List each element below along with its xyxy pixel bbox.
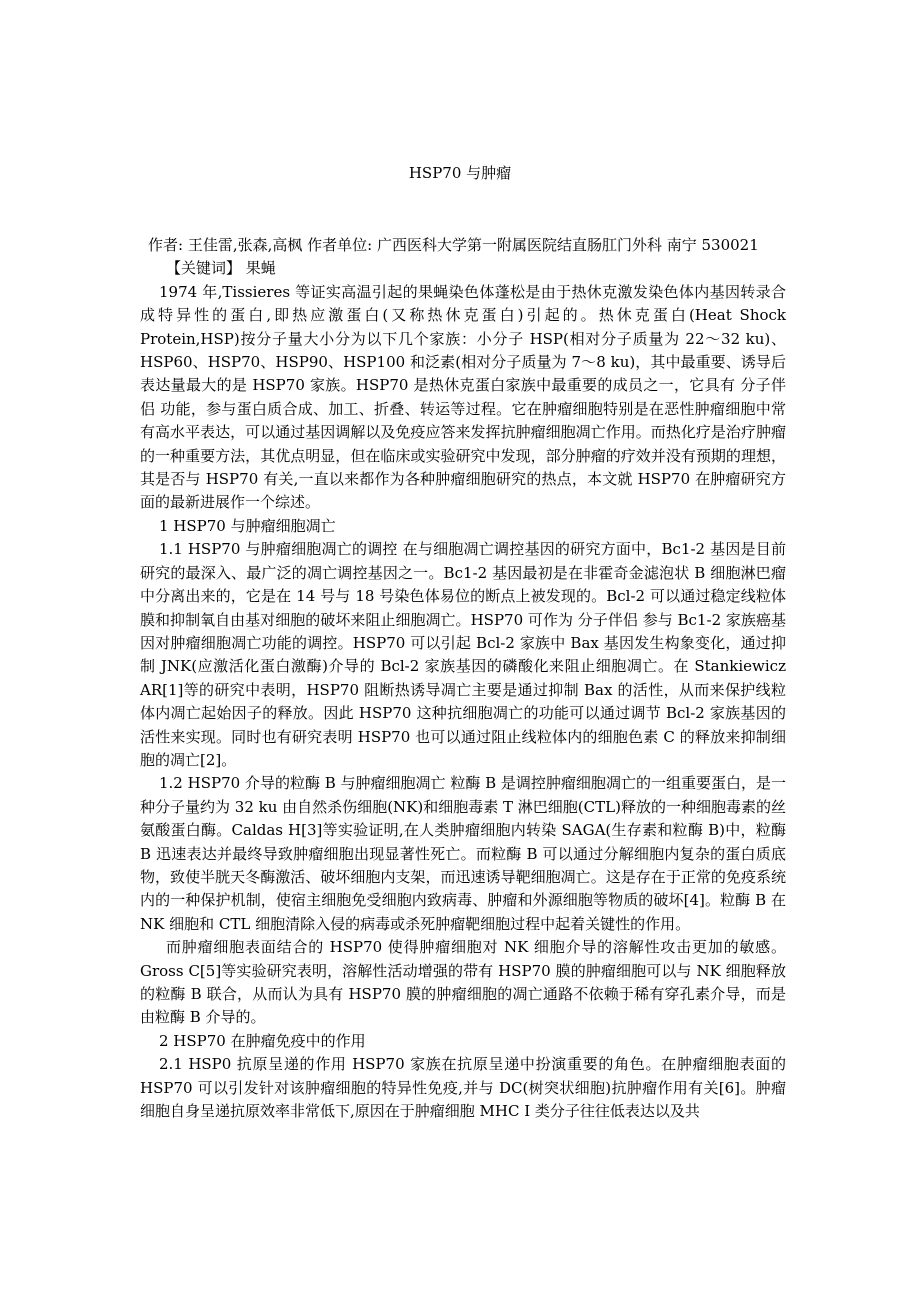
intro-paragraph: 1974 年,Tissieres 等证实高温引起的果蝇染色体蓬松是由于热休克激发染色体内基因转录合成特异性的蛋白,即热应激蛋白(又称热休克蛋白)引起的。热休克蛋白(Heat Shock Protein,HSP)按分子量大小分为以下几个家族：小分子 HSP(相对分子质量为 22～32 ku)、HSP60、HSP70、HSP90、HSP100 和泛素(相对分子质量为 7～8 ku)，其中最重要、诱导后表达量最大的是 HSP70 家族。HSP70 是热休克蛋白家族中最重要的成员之一，它具有 分子伴侣 功能，参与蛋白质合成、加工、折叠、转运等过程。它在肿瘤细胞特别是在恶性肿瘤细胞中常有高水平表达，可以通过基因调解以及免疫应答来发挥抗肿瘤细胞凋亡作用。而热化疗是治疗肿瘤的一种重要方法，其优点明显，但在临床或实验研究中发现，部分肿瘤的疗效并没有预期的理想，其是否与 HSP70 有关,一直以来都作为各种肿瘤细胞研究的热点，本文就 HSP70 在肿瘤研究方面的最新进展作一个综述。 xyxy=(140,282,786,512)
document-body xyxy=(140,234,786,1123)
paragraph-1-2: 1.2 HSP70 介导的粒酶 B 与肿瘤细胞凋亡 粒酶 B 是调控肿瘤细胞凋亡的一组重要蛋白，是一种分子量约为 32 ku 由自然杀伤细胞(NK)和细胞毒素 T 淋巴细胞(CTL)释放的一种细胞毒素的丝氨酸蛋白酶。Caldas H[3]等实验证明,在人类肿瘤细胞内转染 SAGA(生存素和粒酶 B)中，粒酶 B 迅速表达并最终导致肿瘤细胞出现显著性死亡。而粒酶 B 可以通过分解细胞内复杂的蛋白质底物，致使半胱天冬酶激活、破坏细胞内支架，而迅速诱导靶细胞凋亡。这是存在于正常的免疫系统内的一种保护机制，使宿主细胞免受细胞内致病毒、肿瘤和外源细胞等物质的破坏[4]。粒酶 B 在 NK 细胞和 CTL 细胞清除入侵的病毒或杀死肿瘤靶细胞过程中起着关键性的作用。 xyxy=(140,774,786,933)
section-heading-1: 1 HSP70 与肿瘤细胞凋亡 xyxy=(159,516,336,535)
paragraph-2-1: 2.1 HSP0 抗原呈递的作用 HSP70 家族在抗原呈递中扮演重要的角色。在肿瘤细胞表面的 HSP70 可以引发针对该肿瘤细胞的特异性免疫,并与 DC(树突状细胞)抗肿瘤作用有关[6]。肿瘤细胞自身呈递抗原效率非常低下,原因在于肿瘤细胞 MHC I 类分子往往低表达以及共 xyxy=(140,1055,786,1121)
paragraph-1-2-continued: 而肿瘤细胞表面结合的 HSP70 使得肿瘤细胞对 NK 细胞介导的溶解性攻击更加的敏感。Gross C[5]等实验研究表明，溶解性活动增强的带有 HSP70 膜的肿瘤细胞可以与 NK 细胞释放的粒酶 B 联合，从而认为具有 HSP70 膜的肿瘤细胞的凋亡通路不依赖于稀有穿孔素介导，而是由粒酶 B 介导的。 xyxy=(140,938,786,1027)
section-heading-2: 2 HSP70 在肿瘤免疫中的作用 xyxy=(159,1031,366,1050)
author-line: 作者: 王佳雷,张森,高枫 作者单位: 广西医科大学第一附属医院结直肠肛门外科 南宁 530021 xyxy=(148,236,759,254)
paragraph-1-1: 1.1 HSP70 与肿瘤细胞凋亡的调控 在与细胞凋亡调控基因的研究方面中，Bc1-2 基因是目前研究的最深入、最广泛的凋亡调控基因之一。Bc1-2 基因最初是在非霍奇金滤泡状 B 细胞淋巴瘤中分离出来的，它是在 14 号与 18 号染色体易位的断点上被发现的。Bcl-2 可以通过稳定线粒体膜和抑制氧自由基对细胞的破坏来阻止细胞凋亡。HSP70 可作为 分子伴侣 参与 Bc1-2 家族癌基因对肿瘤细胞凋亡功能的调控。HSP70 可以引起 Bcl-2 家族中 Bax 基因发生构象变化，通过抑制 JNK(应激活化蛋白激酶)介导的 Bcl-2 家族基因的磷酸化来阻止细胞凋亡。在 Stankiewicz AR[1]等的研究中表明，HSP70 阻断热诱导凋亡主要是通过抑制 Bax 的活性，从而来保护线粒体内凋亡起始因子的释放。因此 HSP70 这种抗细胞凋亡的功能可以通过调节 Bcl-2 家族基因的活性来实现。同时也有研究表明 HSP70 也可以通过阻止线粒体内的细胞色素 C 的释放来抑制细胞的凋亡[2]。 xyxy=(140,540,786,769)
document-title: HSP70 与肿瘤 xyxy=(408,164,512,182)
keywords-line: 【关键词】 果蝇 xyxy=(166,259,276,278)
